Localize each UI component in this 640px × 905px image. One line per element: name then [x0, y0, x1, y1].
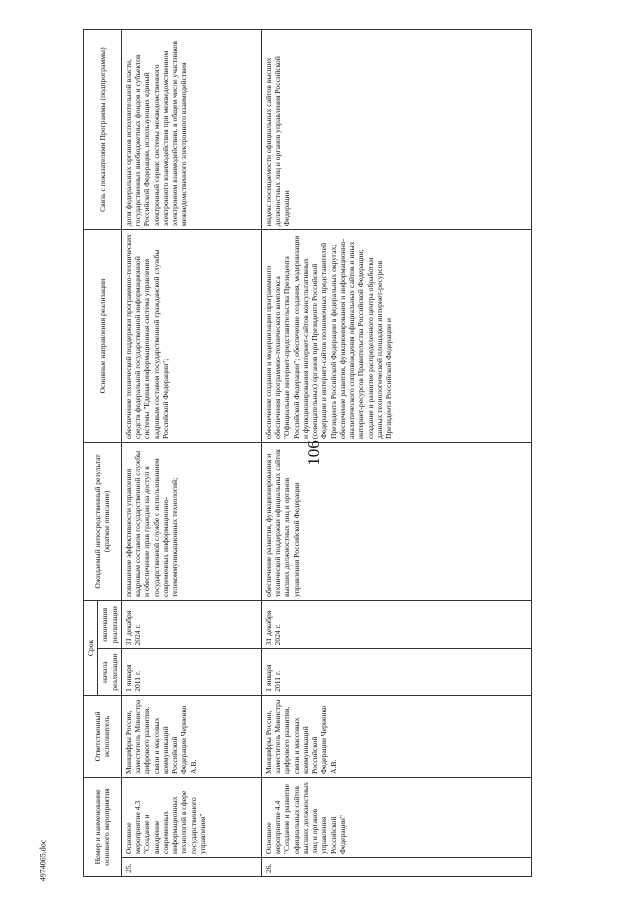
row-number: 26. [261, 858, 531, 877]
header-result: Ожидаемый непосредственный результат (краткое описание) [84, 443, 122, 601]
term-start: 1 января 2011 г. [121, 649, 261, 695]
table-row [121, 30, 261, 877]
program-link: индекс посещаемости официальных сайтов высших должностных лиц и органов управления Российской Федерации [261, 30, 531, 230]
measure-name: Основное мероприятие 4.3 "Создание и внедрение современных информационных технологий в сфере государственного управления" [121, 777, 261, 857]
term-end: 31 декабря 2024 г. [121, 601, 261, 649]
main-directions: обеспечение создания и модернизации программного обеспечения программно-технического комплекса "Официальные интернет-представительства Президента Российской Федерации"; обеспечение создания, модернизации и функционирования интернет-сайтов консультативных (совещательных) органов при Президенте Российской Федерации и интернет-сайтов полномочных представителей Президента Российской Федерации в федеральных округах; обеспечение развития, функционирования и информационно-аналитического сопровождения официальных сайтов и иных интернет-ресурсов Правительства Российской Федерации; создание и развитие распределенного центра обработки данных технологической площадки интернет-ресурсов Президента Российской Федерации и [261, 230, 531, 443]
main-directions: обеспечение технической поддержки программно-технических средств федеральной государственной информационной системы "Единая информационная система управления кадровым составом государственной гражданской службы Российской Федерации"; [121, 230, 261, 443]
responsible-executor: Минцифры России, заместитель Министра цифрового развития, связи и массовых коммуникаций Российской Федерации Черненко А.В. [261, 695, 531, 777]
header-measure: Номер и наименование основного мероприятия [84, 777, 122, 876]
page-number: 106 [303, 440, 323, 466]
measure-name: Основное мероприятие 4.4 "Создание и развитие официальных сайтов высших должностных лиц и органов управления Российской Федерации" [261, 777, 531, 857]
term-end: 31 декабря 2024 г. [261, 601, 531, 649]
table-row [261, 30, 531, 877]
responsible-executor: Минцифры России, заместитель Министра цифрового развития, связи и массовых коммуникаций Российской Федерации Черненко А.В. [121, 695, 261, 777]
measures-table-container [83, 29, 553, 877]
header-term-end: окончания реализации [98, 601, 122, 649]
expected-result: повышение эффективности управления кадровым составом государственной службы и обеспечение прав граждан на доступ к государственной службе с использованием современных информационно-телекоммуникационных технологий; [121, 443, 261, 601]
term-start: 1 января 2011 г. [261, 649, 531, 695]
header-responsible: Ответственный исполнитель [84, 695, 122, 777]
header-link: Связь с показателями Программы (подпрограммы) [84, 30, 122, 230]
header-directions: Основные направления реализации [84, 230, 122, 443]
row-number: 25. [121, 858, 261, 877]
header-term-start: начала реализации [98, 649, 122, 695]
measures-table [83, 29, 532, 877]
program-link: доля федеральных органов исполнительной власти, государственных внебюджетных фондов и субъектов Российской Федерации, использующих единый электронный сервис системы межведомственного электронного взаимодействия при межведомственном электронном взаимодействии, в общем числе участников межведомственного электронного взаимодействия [121, 30, 261, 230]
document-id: 4974065.doc [38, 839, 48, 882]
expected-result: обеспечение развития, функционирования и технической поддержки официальных сайтов высших должностных лиц и органов управления Российской Федерации [261, 443, 531, 601]
header-term: Срок [84, 601, 98, 696]
